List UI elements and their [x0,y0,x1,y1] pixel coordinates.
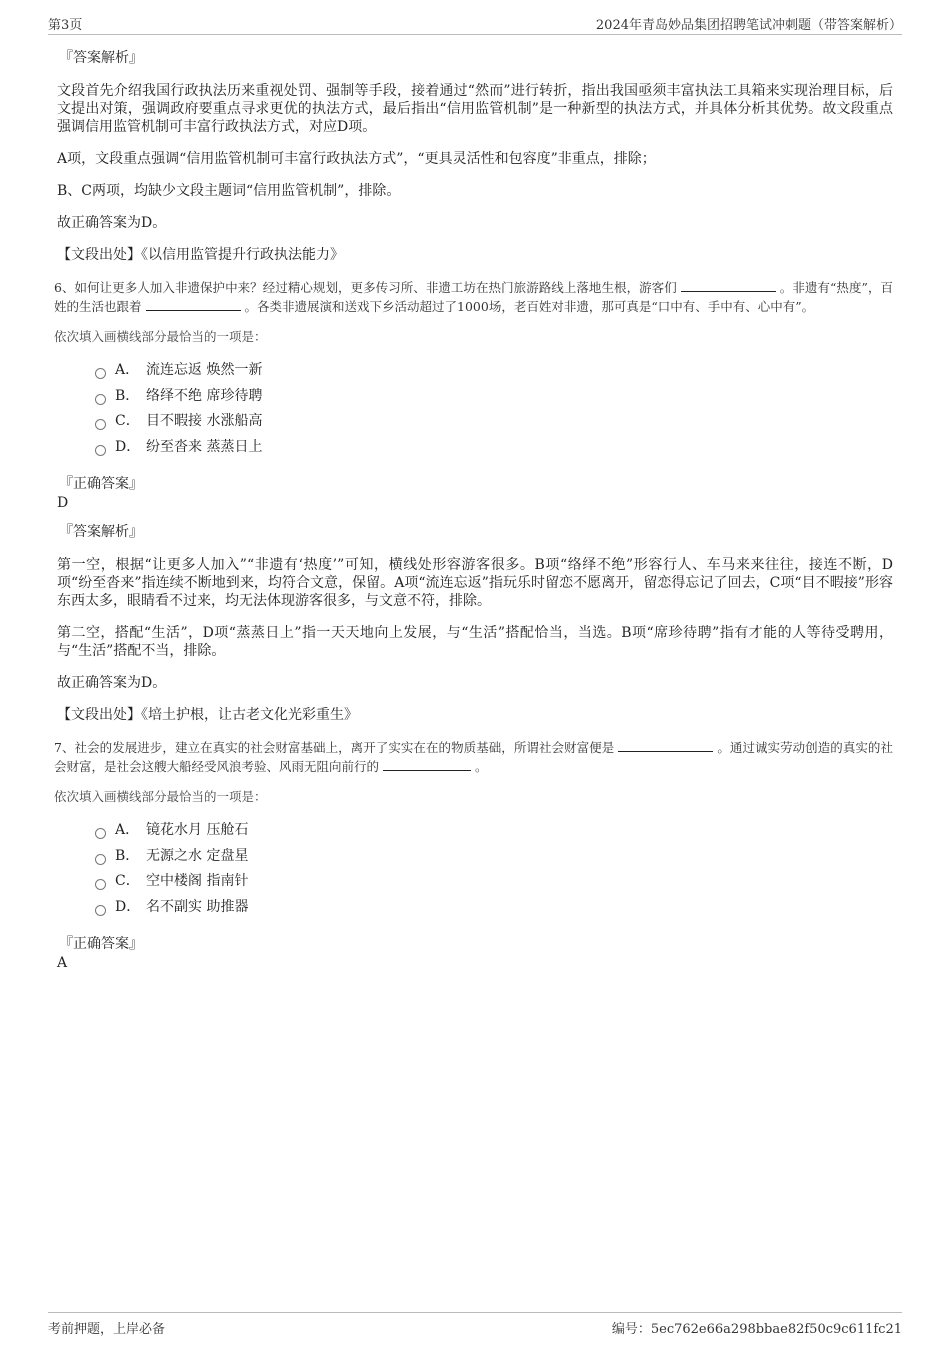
option-b[interactable]: B． 络绎不绝 席珍待聘 [95,384,893,410]
fill-blank [681,279,776,292]
fill-blank [383,758,471,771]
correct-answer: D [57,495,69,511]
radio-icon[interactable] [95,368,106,379]
fill-blank [618,739,713,752]
analysis-paragraph: A项，文段重点强调“信用监管机制可丰富行政执法方式”，“更具灵活性和包容度”非重点，排除； [57,151,656,167]
question-7-text: 7、社会的发展进步，建立在真实的社会财富基础上，离开了实实在在的物质基础，所谓社会财富便是 。通过诚实劳动创造的真实的社会财富，是社会这艘大船经受风浪考验、风雨无阻向前行的 。 [54,740,893,774]
question-6-text: 6、如何让更多人加入非遗保护中来？经过精心规划，更多传习所、非遗工坊在热门旅游路线上落地生根，游客们 。非遗有“热度”，百姓的生活也跟着 。各类非遗展演和送戏下乡活动超过了1000场，老百姓对非遗，那可真是“口中有、手中有、心中有”。 [54,280,893,314]
option-c[interactable]: C． 目不暇接 水涨船高 [95,409,893,435]
page-number: 第3页 [48,18,83,33]
correct-answer-label: 『正确答案』 [59,476,143,492]
page-content [54,48,893,982]
fill-blank [146,298,241,311]
radio-icon[interactable] [95,828,106,839]
correct-answer: A [57,955,68,971]
radio-icon[interactable] [95,905,106,916]
answer-analysis-label: 『答案解析』 [59,50,143,66]
question-6-options [95,358,893,460]
option-a[interactable]: A． 流连忘返 焕然一新 [95,358,893,384]
question-instruction: 依次填入画横线部分最恰当的一项是： [54,329,267,344]
analysis-conclusion: 故正确答案为D。 [57,215,167,231]
option-b[interactable]: B． 无源之水 定盘星 [95,844,893,870]
radio-icon[interactable] [95,419,106,430]
radio-icon[interactable] [95,854,106,865]
passage-source: 【文段出处】《以信用监管提升行政执法能力》 [57,247,344,263]
option-a[interactable]: A． 镜花水月 压舱石 [95,818,893,844]
analysis-conclusion: 故正确答案为D。 [57,675,167,691]
analysis-paragraph: 文段首先介绍我国行政执法历来重视处罚、强制等手段，接着通过“然而”进行转折，指出我国亟须丰富执法工具箱来实现治理目标，后文提出对策，强调政府要重点寻求更优的执法方式，最后指出“信用监管机制”是一种新型的执法方式，并具体分析其优势。故文段重点强调信用监管机制可丰富行政执法方式，对应D项。 [57,83,893,135]
page-header [48,14,902,35]
radio-icon[interactable] [95,394,106,405]
analysis-paragraph: 第一空，根据“让更多人加入”“非遗有‘热度’”可知，横线处形容游客很多。B项“络绎不绝”形容行人、车马来来往往，接连不断，D项“纷至沓来”指连续不断地到来，均符合文意，保留。A项“流连忘返”指玩乐时留恋不愿离开，留恋得忘记了回去，C项“目不暇接”形容东西太多，眼睛看不过来，均无法体现游客很多，与文意不符，排除。 [57,557,893,609]
correct-answer-label: 『正确答案』 [59,936,143,952]
radio-icon[interactable] [95,445,106,456]
radio-icon[interactable] [95,879,106,890]
question-instruction: 依次填入画横线部分最恰当的一项是： [54,789,267,804]
analysis-paragraph: B、C两项，均缺少文段主题词“信用监管机制”，排除。 [57,183,401,199]
question-7-options [95,818,893,920]
footer-slogan: 考前押题，上岸必备 [48,1322,166,1337]
passage-source: 【文段出处】《培土护根，让古老文化光彩重生》 [57,707,358,723]
page-footer [48,1312,902,1335]
option-d[interactable]: D． 纷至沓来 蒸蒸日上 [95,435,893,461]
document-title: 2024年青岛妙品集团招聘笔试冲刺题（带答案解析） [595,18,902,33]
analysis-paragraph: 第二空，搭配“生活”，D项“蒸蒸日上”指一天天地向上发展，与“生活”搭配恰当，当选。B项“席珍待聘”指有才能的人等待受聘用，与“生活”搭配不当，排除。 [57,625,893,659]
option-c[interactable]: C． 空中楼阁 指南针 [95,869,893,895]
option-d[interactable]: D． 名不副实 助推器 [95,895,893,921]
document-code: 编号：5ec762e66a298bbae82f50c9c611fc21 [611,1322,902,1337]
answer-analysis-label: 『答案解析』 [59,524,143,540]
